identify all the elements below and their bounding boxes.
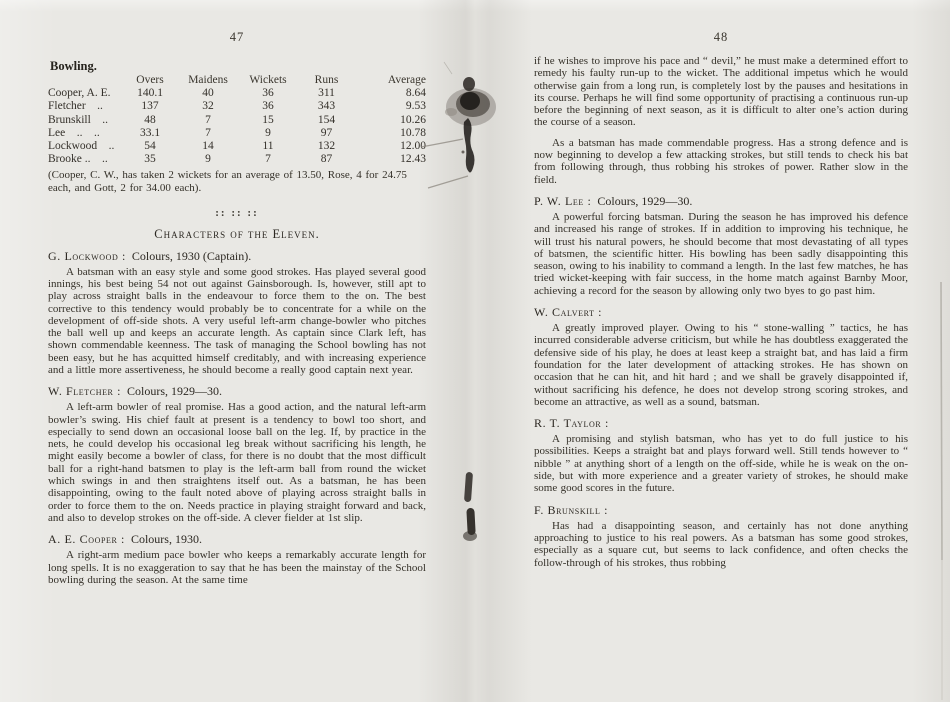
- col-header-name: [48, 74, 124, 87]
- entry-heading-lee: [534, 194, 908, 209]
- cell-maidens: 9: [205, 153, 211, 166]
- bowling-heading: Bowling.: [50, 59, 97, 73]
- entry-heading-fletcher: [48, 384, 426, 399]
- player-name: F. Brunskill :: [534, 502, 609, 517]
- player-name: W. Fletcher :: [48, 384, 122, 399]
- cell-average: 12.00: [400, 140, 426, 153]
- continuation-paragraph: As a batsman has made commendable progress. Has a strong defence and is now beginning to develop a few attacking strokes, but still tends to check his bat from following through, thus robbing his strokes of power. Rather slow in the field.: [534, 136, 908, 186]
- page-number-right: 48: [713, 30, 729, 44]
- cell-runs: 311: [318, 87, 335, 100]
- cell-name: Brunskill ..: [48, 113, 109, 126]
- bowling-note: (Cooper, C. W., has taken 2 wickets for an average of 13.50, Rose, 4 for 24.75 each, and Gott, 2 for 34.00 each).: [48, 169, 407, 195]
- cell-name: Cooper, A. E.: [48, 87, 111, 100]
- cell-average: 9.53: [405, 100, 426, 113]
- entry-paragraph: A batsman with an easy style and some good strokes. Has played several good innings, his best being 54 not out against Gainsborough. Is, however, still apt to play across straight balls in the endeavour to force them to the on. The best corrective to this tendency would probably be to concentrate for a while on the development of off-side shots. A very useful left-arm change-bowler who pitches the ball well up and keeps an accurate length. As captain since Clark left, has shown commendable keenness. The task of managing the School bowling has not been easy, but he has acquitted himself creditably, and with increasing experience and a little more assertiveness, he should become a really good captain next year.: [48, 265, 426, 376]
- col-header-wickets: Wickets: [249, 74, 287, 86]
- player-name: W. Calvert :: [534, 305, 603, 320]
- cell-wickets: 15: [262, 113, 274, 126]
- entry-paragraph: A right-arm medium pace bowler who keeps a remarkably accurate length for long spells. It is no exaggeration to say that he has been the mainstay of the School bowling during the season. At the same time: [48, 549, 426, 586]
- cell-maidens: 32: [202, 100, 214, 113]
- cell-overs: 137: [141, 100, 159, 113]
- continuation-paragraph: if he wishes to improve his pace and “ devil,” he must make a determined effort to remedy his faulty run-up to the wicket. The additional impetus which he would otherwise gain from a long run, is completely lost by the pauses and hesitations in its course. Perhaps he will find some opportunity of practising a continuous run-up before the beginning of next season, as it is difficult to alter one’s action during the course of a season.: [534, 55, 908, 129]
- player-title: Colours, 1929—30.: [597, 193, 693, 208]
- section-separator: :: :: ::: [215, 206, 259, 219]
- cell-overs: 54: [144, 140, 156, 153]
- cell-wickets: 36: [262, 87, 274, 100]
- cell-overs: 140.1: [137, 87, 163, 100]
- entry-paragraph: A left-arm bowler of real promise. Has a good action, and the natural left-arm bowler’s swing. His chief fault at present is a tendency to bowl too short, and especially to send down an occasional loose ball on the leg. If, by practice in the nets, he could develop his occasional leg break without sacrificing his length, he might easily become a bowler of class, for there is no doubt that the most difficult ball for a right-hand batsmen to play is the left-arm ball from round the wicket which swings in and then straightens itself out. As a batsman, he has been disappointing, owing to the fault noted above of playing across straight balls in order to force them to the on. Needs practice in playing straight forward and back, and also to develop strokes on the off-side. A clever fielder at 1st slip.: [48, 401, 426, 524]
- entry-paragraph: A promising and stylish batsman, who has yet to do full justice to his possibilities. Keeps a straight bat and plays forward well. Still tends however to “ nibble ” at anything short of a length on the off-side, while he is weak on the on-side, but with more experience and a greater variety of strokes, he should make some good scores in the future.: [534, 433, 908, 495]
- cell-name: Fletcher ..: [48, 100, 103, 113]
- bowling-table: [48, 74, 426, 166]
- cell-maidens: 40: [202, 87, 214, 100]
- player-name: R. T. Taylor :: [534, 416, 609, 431]
- table-row: [48, 153, 426, 166]
- cell-wickets: 36: [262, 100, 274, 113]
- entry-heading-taylor: [534, 416, 908, 431]
- table-header-row: [48, 74, 426, 87]
- cell-runs: 154: [317, 113, 336, 126]
- cell-runs: 132: [317, 140, 336, 153]
- entry-heading-lockwood: [48, 249, 426, 264]
- cell-average: 10.78: [400, 126, 426, 139]
- table-row: [48, 127, 426, 140]
- table-row: [48, 140, 426, 153]
- cell-runs: 97: [320, 126, 333, 139]
- player-title: Colours, 1929—30.: [127, 384, 223, 399]
- col-header-maidens: Maidens: [188, 74, 228, 86]
- player-name: A. E. Cooper :: [48, 532, 125, 547]
- cell-name: Brooke .. ..: [48, 153, 108, 166]
- page-left: [48, 30, 426, 594]
- cell-maidens: 7: [205, 126, 211, 139]
- player-name: G. Lockwood :: [48, 248, 126, 263]
- table-row: [48, 87, 426, 100]
- entry-paragraph: Has had a disappointing season, and certainly has not done anything approaching to justice to his real powers. As a batsman has some good strokes, especially as a square cut, but seems to lack confidence, and often checks the follow-through of his strokes, thus robbing: [534, 519, 908, 569]
- entry-heading-cooper: [48, 532, 426, 547]
- cell-average: 8.64: [405, 87, 426, 100]
- cell-overs: 48: [144, 113, 156, 126]
- player-title: Colours, 1930.: [130, 532, 202, 547]
- col-header-average: Average: [387, 74, 426, 86]
- cell-maidens: 7: [205, 113, 211, 126]
- cell-average: 12.43: [400, 153, 426, 166]
- cell-average: 10.26: [400, 113, 426, 126]
- page-right: [534, 30, 908, 577]
- cell-wickets: 11: [262, 140, 274, 153]
- table-row: [48, 100, 426, 113]
- cell-wickets: 7: [265, 153, 271, 166]
- section-heading: Characters of the Eleven.: [154, 226, 320, 241]
- player-name: P. W. Lee :: [534, 193, 592, 208]
- entry-heading-calvert: [534, 305, 908, 320]
- entry-paragraph: A powerful forcing batsman. During the season he has improved his defence and increased his range of strokes. If in addition to improving his technique, he will trust his natural powers, he should become that most devastating of all types of batsmen, the scientific hitter. His bowling has been sadly disappointing this season, owing to his inability to command a length. In the last few matches, he has tried wicket-keeping with fair success, in the home match against Barnby Moor, achieving a record for the season by allowing only two byes to go past him.: [534, 210, 908, 297]
- cell-overs: 35: [144, 153, 156, 166]
- col-header-runs: Runs: [314, 74, 339, 86]
- cell-runs: 87: [320, 153, 333, 166]
- table-row: [48, 114, 426, 127]
- cell-overs: 33.1: [139, 126, 161, 139]
- col-header-overs: Overs: [136, 74, 164, 86]
- cell-maidens: 14: [202, 140, 214, 153]
- entry-heading-brunskill: [534, 503, 908, 518]
- player-title: Colours, 1930 (Captain).: [131, 248, 252, 263]
- cell-name: Lee .. ..: [48, 126, 100, 139]
- cell-wickets: 9: [265, 126, 271, 139]
- page-number-left: 47: [229, 30, 245, 44]
- cell-name: Lockwood ..: [48, 140, 115, 153]
- entry-paragraph: A greatly improved player. Owing to his “ stone-walling ” tactics, he has incurred considerable adverse criticism, but while he has doubtless exaggerated the defensive side of his play, he does at least keep a straight bat, and has laid a firm foundation for the later development of attacking strokes. He has shown on occasion that he can hit, and hit hard ; and we shall be gravely disappointed if, without sacrificing his defence, he does not develop strong scoring strokes, and become an attractive, as well as a sound, batsman.: [534, 322, 908, 408]
- cell-runs: 343: [317, 100, 336, 113]
